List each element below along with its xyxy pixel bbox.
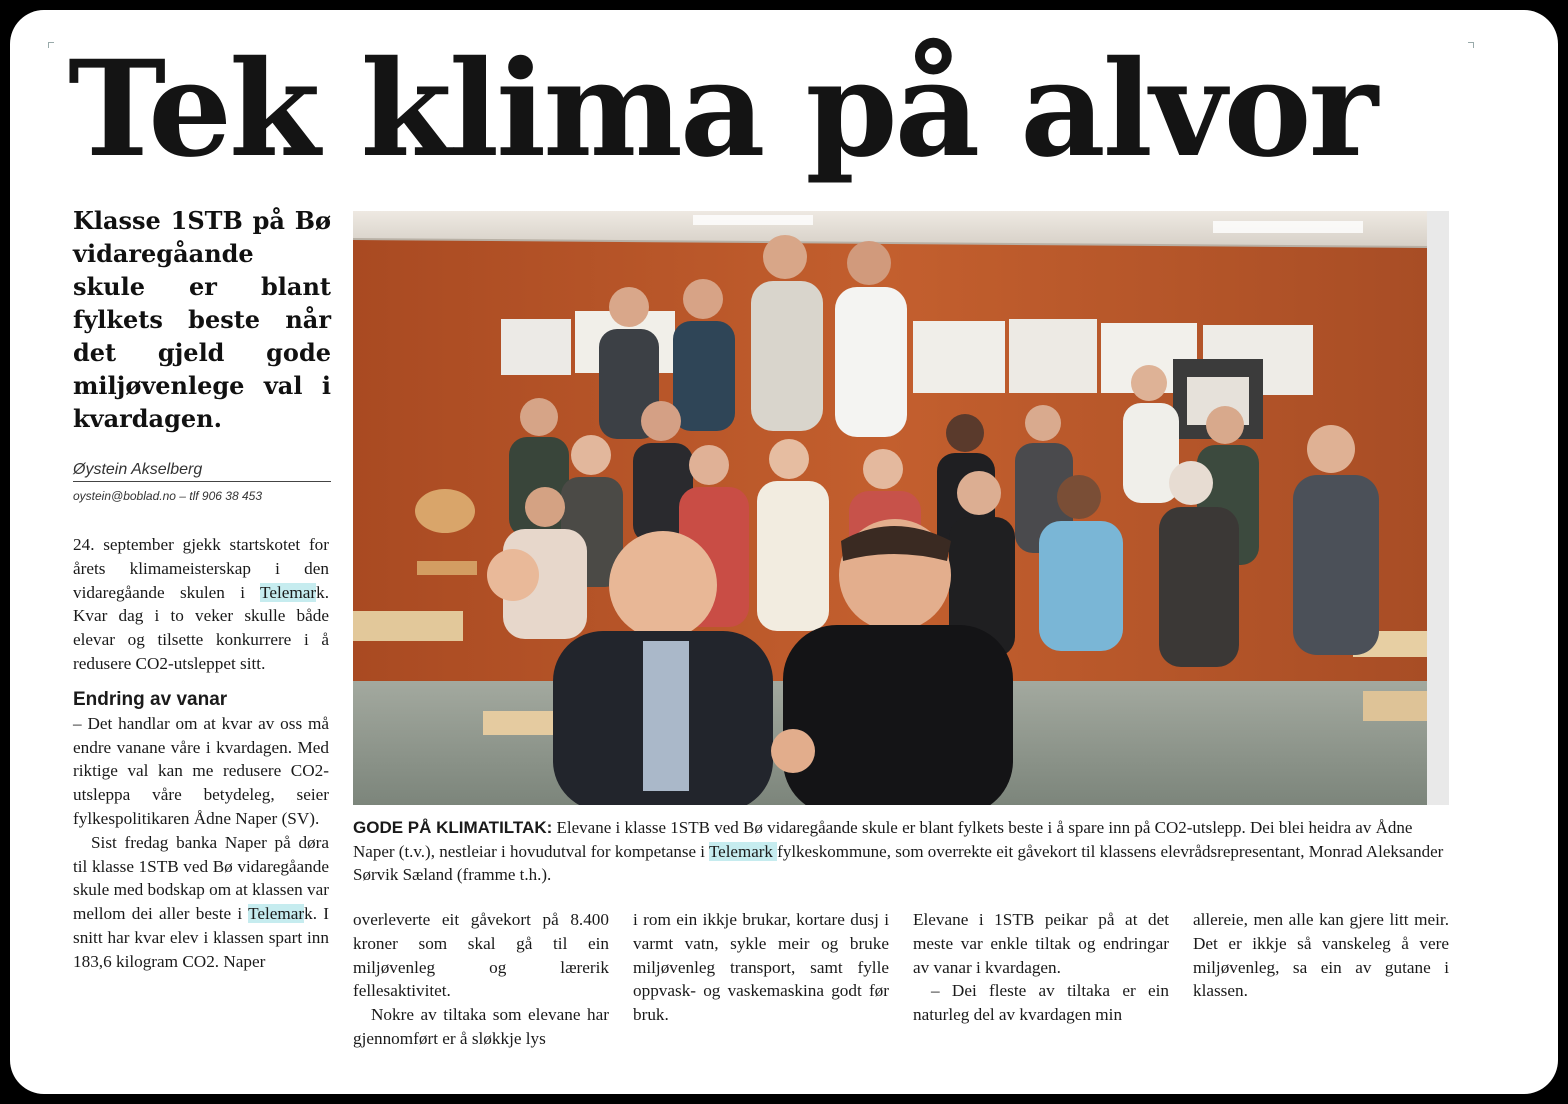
paragraph: 24. september gjekk startskotet for årets klimameisterskap i den vidaregåande skulen i Telemark. Kvar dag i to veker skulle både elevar og tilsette konkurrere i å redusere CO2-utsleppet sitt. bbox=[73, 535, 329, 673]
caption-label: GODE PÅ KLIMATILTAK: bbox=[353, 818, 553, 837]
article-column-4 bbox=[913, 908, 1169, 1027]
article-column-3 bbox=[633, 908, 889, 1027]
subheading: Endring av vanar bbox=[73, 688, 228, 710]
paragraph: allereie, men alle kan gjere litt meir. Det er ikkje så vanskeleg å vere miljøvenleg, sa ein av gutane i klassen. bbox=[1193, 910, 1449, 1001]
paragraph: overleverte eit gåvekort på 8.400 kroner som skal gå til ein miljøvenleg og lærerik fellesaktivitet. bbox=[353, 910, 609, 1001]
headline: Tek klima på alvor bbox=[68, 32, 1376, 187]
class-photo-illustration bbox=[353, 211, 1427, 805]
highlight: Telemar bbox=[248, 904, 305, 924]
lede: Klasse 1STB på Bø vidaregåande skule er blant fylkets beste når det gjeld gode miljøvenlege val i kvardagen. bbox=[73, 206, 331, 433]
photo-caption: GODE PÅ KLIMATILTAK: Elevane i klasse 1STB ved Bø vidaregåande skule er blant fylkets beste i å spare inn på CO2-utslepp. Dei blei heidra av Ådne Naper (t.v.), nestleiar i hovudutval for kompetanse i Telemark fylkeskommune, som overrekte eit gåvekort til klassens elevrådsrepresentant, Monrad Aleksander Sørvik Sæland (framme t.h.). bbox=[353, 818, 1444, 884]
paragraph: – Dei fleste av tiltaka er ein naturleg del av kvardagen min bbox=[913, 981, 1169, 1025]
highlight: Telemark bbox=[708, 841, 778, 861]
article-column-1 bbox=[73, 533, 329, 974]
article-column-2 bbox=[353, 908, 609, 1051]
paragraph: Elevane i 1STB peikar på at det meste var enkle tiltak og endringar av vanar i kvardagen. bbox=[913, 910, 1169, 977]
byline-name: Øystein Akselberg bbox=[73, 461, 331, 482]
article-column-5 bbox=[1193, 908, 1449, 1003]
highlight: Telemar bbox=[260, 582, 317, 602]
paragraph: i rom ein ikkje brukar, kortare dusj i varmt vatn, sykle meir og bruke miljøvenleg transport, samt fylle oppvask- og vaskemaskina godt før bruk. bbox=[633, 910, 889, 1025]
newspaper-page bbox=[10, 10, 1558, 1094]
paragraph: – Det handlar om at kvar av oss må endre vanane våre i kvardagen. Med riktige val kan me redusere CO2-utsleppa våre betydeleg, seier fylkespolitikaren Ådne Naper (SV). bbox=[73, 713, 329, 828]
paragraph: Nokre av tiltaka som elevane har gjennomført er å sløkkje lys bbox=[353, 1005, 609, 1048]
byline-contact: oystein@boblad.no – tlf 906 38 453 bbox=[73, 489, 262, 503]
photo-border bbox=[1427, 211, 1449, 805]
article-photo bbox=[353, 211, 1427, 805]
paragraph: Sist fredag banka Naper på døra til klasse 1STB ved Bø vidaregåande skule med bodskap om at klassen var mellom dei aller beste i Telemark. I snitt har kvar elev i klassen spart inn 183,6 kilogram CO2. Naper bbox=[73, 832, 329, 971]
crop-mark bbox=[48, 42, 54, 48]
